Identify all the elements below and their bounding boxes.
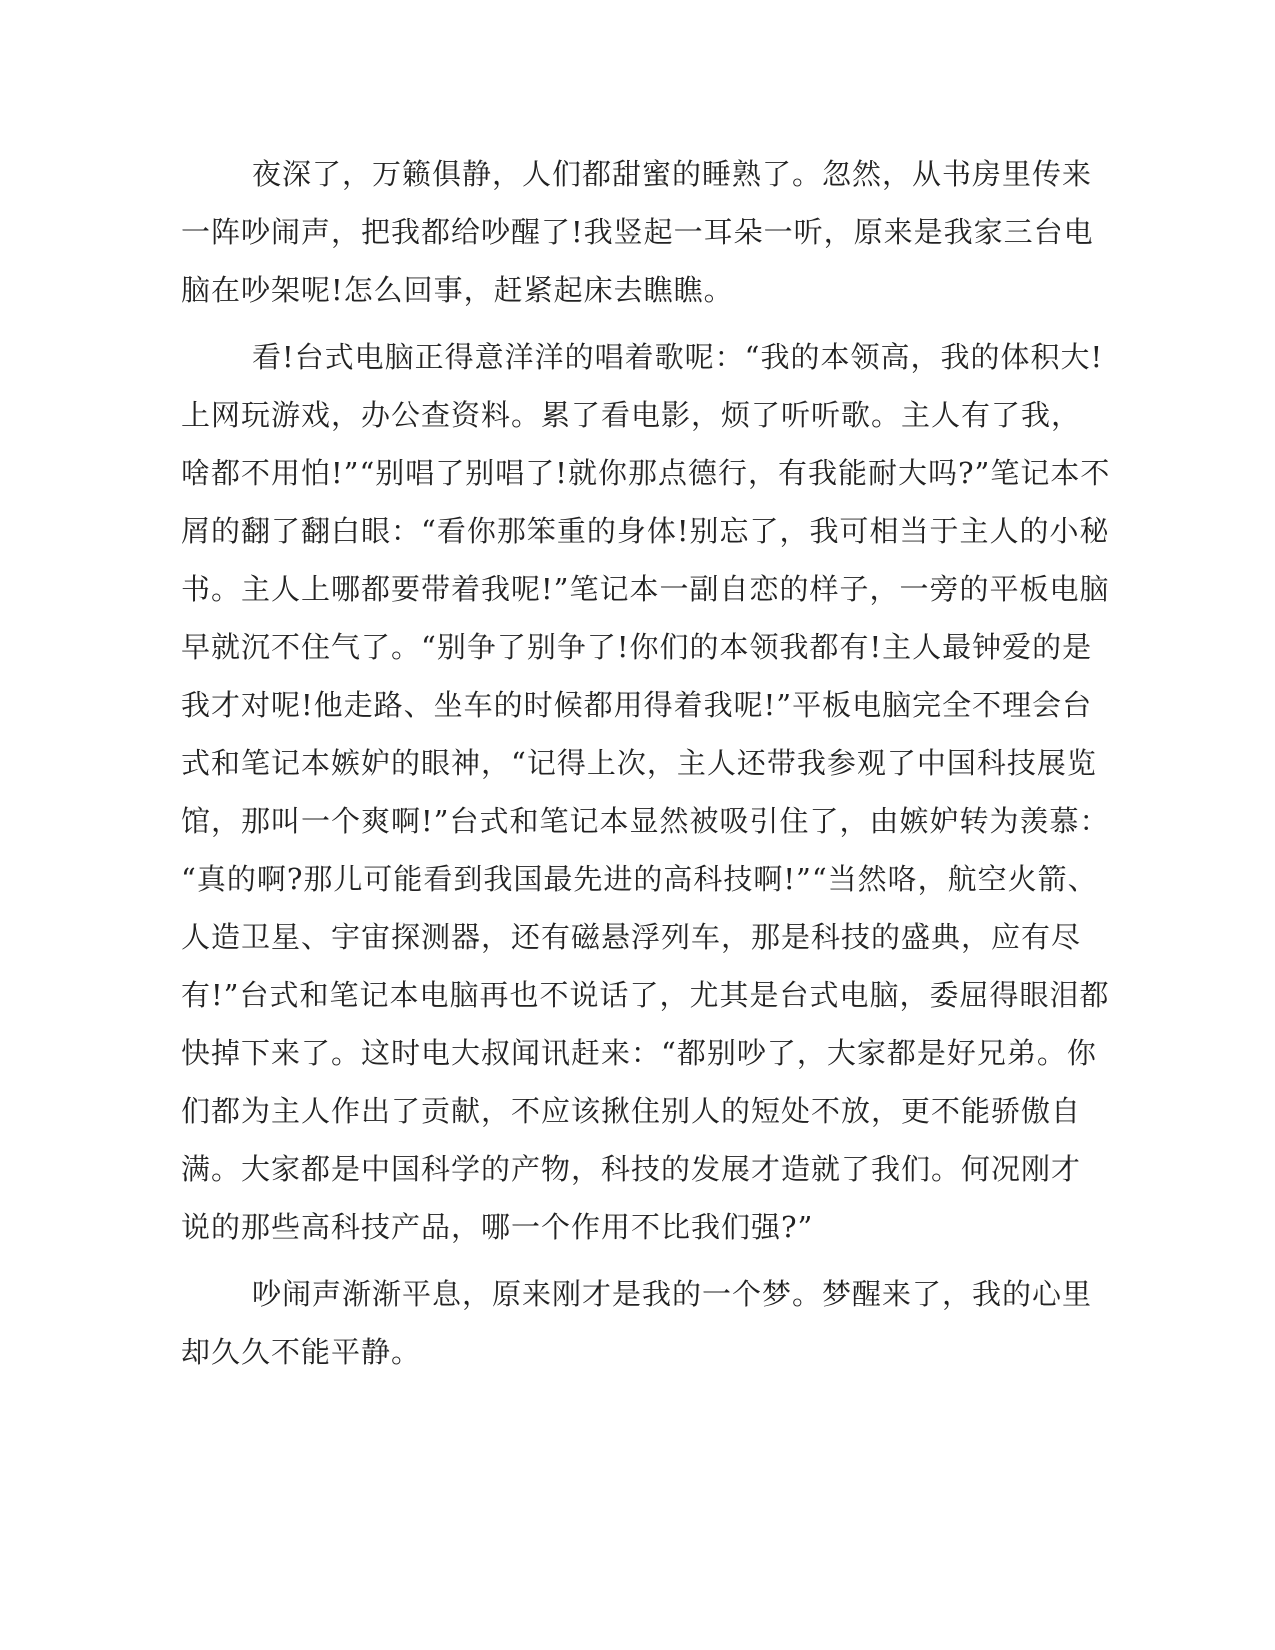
paragraph-2-line-6: 早就沉不住气了。“别争了别争了!你们的本领我都有!主人最钟爱的是 bbox=[181, 630, 1093, 664]
paragraph-2-line-12: 有!”台式和笔记本电脑再也不说话了，尤其是台式电脑，委屈得眼泪都 bbox=[181, 978, 1110, 1012]
paragraph-2-line-10: “真的啊?那儿可能看到我国最先进的高科技啊!”“当然咯，航空火箭、 bbox=[181, 862, 1098, 896]
paragraph-2-line-4: 屑的翻了翻白眼：“看你那笨重的身体!别忘了，我可相当于主人的小秘 bbox=[181, 514, 1110, 548]
paragraph-2-line-2: 上网玩游戏，办公查资料。累了看电影，烦了听听歌。主人有了我， bbox=[181, 398, 1082, 432]
paragraph-3-line-1: 吵闹声渐渐平息，原来刚才是我的一个梦。梦醒来了，我的心里 bbox=[252, 1277, 1093, 1311]
paragraph-3-line-2: 却久久不能平静。 bbox=[181, 1335, 422, 1369]
paragraph-2-line-5: 书。主人上哪都要带着我呢!”笔记本一副自恋的样子，一旁的平板电脑 bbox=[181, 572, 1110, 606]
paragraph-2-line-15: 满。大家都是中国科学的产物，科技的发展才造就了我们。何况刚才 bbox=[181, 1152, 1082, 1186]
paragraph-2-line-3: 啥都不用怕!”“别唱了别唱了!就你那点德行，有我能耐大吗?”笔记本不 bbox=[181, 456, 1111, 490]
paragraph-2-line-11: 人造卫星、宇宙探测器，还有磁悬浮列车，那是科技的盛典，应有尽 bbox=[181, 920, 1082, 954]
paragraph-2-line-14: 们都为主人作出了贡献，不应该揪住别人的短处不放，更不能骄傲自 bbox=[181, 1094, 1082, 1128]
paragraph-1-line-1: 夜深了，万籁俱静，人们都甜蜜的睡熟了。忽然，从书房里传来 bbox=[252, 157, 1093, 191]
paragraph-1-line-2: 一阵吵闹声，把我都给吵醒了!我竖起一耳朵一听，原来是我家三台电 bbox=[181, 215, 1094, 249]
paragraph-2-line-7: 我才对呢!他走路、坐车的时候都用得着我呢!”平板电脑完全不理会台 bbox=[181, 688, 1093, 722]
paragraph-2-line-9: 馆，那叫一个爽啊!”台式和笔记本显然被吸引住了，由嫉妒转为羡慕： bbox=[181, 804, 1110, 838]
paragraph-1-line-3: 脑在吵架呢!怎么回事，赶紧起床去瞧瞧。 bbox=[181, 273, 734, 307]
paragraph-2-line-16: 说的那些高科技产品，哪一个作用不比我们强?” bbox=[181, 1210, 814, 1244]
paragraph-2-line-8: 式和笔记本嫉妒的眼神，“记得上次，主人还带我参观了中国科技展览 bbox=[181, 746, 1097, 780]
paragraph-2-line-13: 快掉下来了。这时电大叔闻讯赶来：“都别吵了，大家都是好兄弟。你 bbox=[181, 1036, 1097, 1070]
paragraph-2-line-1: 看!台式电脑正得意洋洋的唱着歌呢：“我的本领高，我的体积大! bbox=[252, 340, 1104, 374]
